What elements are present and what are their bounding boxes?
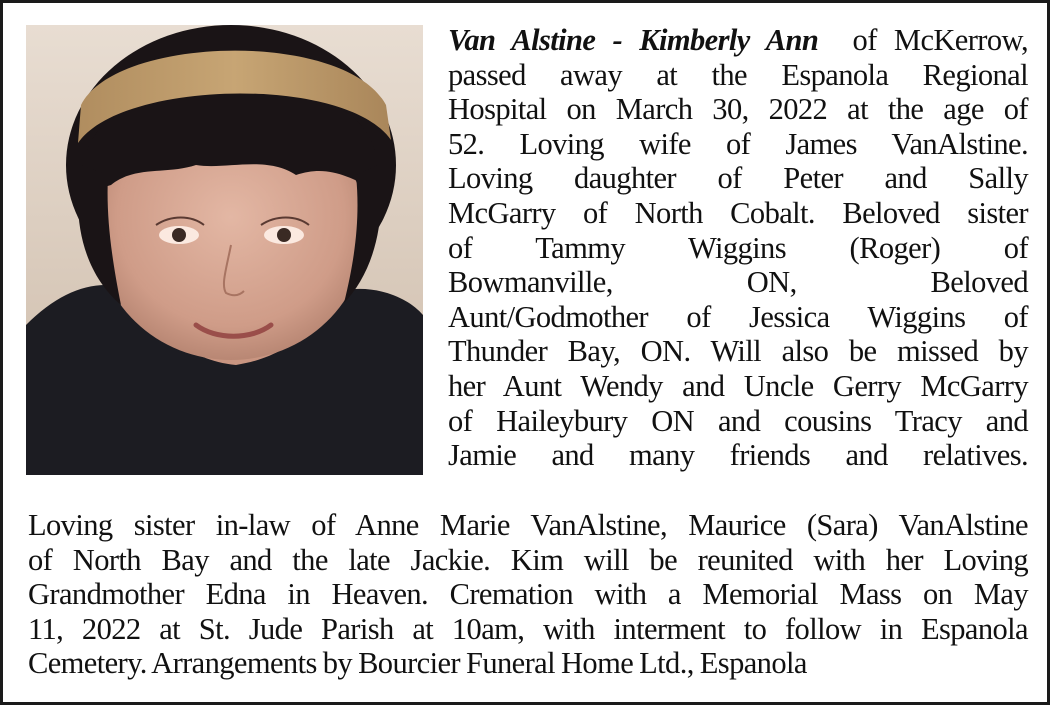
text-line: of North Bay and the late Jackie. Kim will be reunited with her Loving [28, 542, 1028, 577]
text-line: Jamie and many friends and relatives. [448, 438, 1028, 473]
first-line-rest: of McKerrow, [852, 23, 1028, 57]
text-line: of Haileybury ON and cousins Tracy and [448, 403, 1028, 438]
text-line: McGarry of North Cobalt. Beloved sister [448, 195, 1028, 230]
portrait-photo-graphic [26, 25, 423, 475]
text-line: Grandmother Edna in Heaven. Cremation with a Memorial Mass on May [28, 577, 1028, 612]
text-line: Aunt/Godmother of Jessica Wiggins of [448, 299, 1028, 334]
deceased-name: Van Alstine - Kimberly Ann [448, 23, 819, 57]
text-line: Loving sister in-law of Anne Marie VanAlstine, Maurice (Sara) VanAlstine [28, 508, 1028, 542]
text-line: Bowmanville, ON, Beloved [448, 265, 1028, 300]
obituary-first-line [448, 23, 1028, 58]
obituary-side-text [448, 23, 1028, 473]
text-line: Loving daughter of Peter and Sally [448, 161, 1028, 196]
text-line: Hospital on March 30, 2022 at the age of [448, 92, 1028, 127]
text-line: 11, 2022 at St. Jude Parish at 10am, with interment to follow in Espanola [28, 611, 1028, 646]
text-line: her Aunt Wendy and Uncle Gerry McGarry [448, 368, 1028, 403]
text-line: Thunder Bay, ON. Will also be missed by [448, 334, 1028, 369]
text-line: Cemetery. Arrangements by Bourcier Funeral Home Ltd., Espanola [28, 646, 807, 681]
portrait-photo [26, 25, 423, 475]
text-line: passed away at the Espanola Regional [448, 57, 1028, 92]
obituary-bottom-text [28, 508, 1028, 681]
text-line: 52. Loving wife of James VanAlstine. [448, 126, 1028, 161]
text-line: of Tammy Wiggins (Roger) of [448, 230, 1028, 265]
